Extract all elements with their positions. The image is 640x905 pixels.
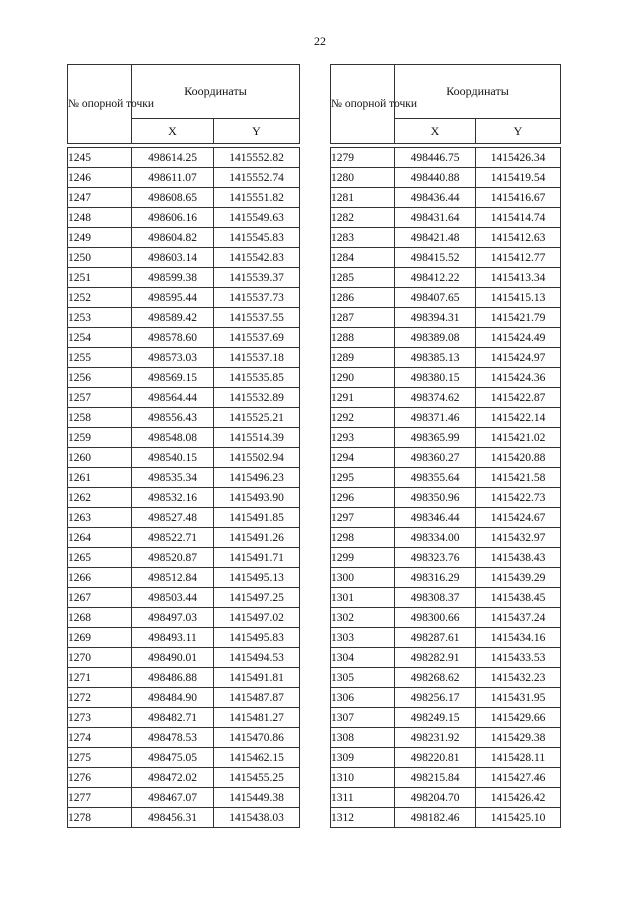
- x-coordinate-cell: 498478.53: [132, 728, 214, 748]
- y-coordinate-cell: 1415455.25: [214, 768, 300, 788]
- table-row: [331, 668, 561, 688]
- table-row: [331, 208, 561, 228]
- point-number-cell: 1285: [331, 268, 395, 288]
- x-coordinate-cell: 498475.05: [132, 748, 214, 768]
- page-number: 22: [314, 34, 326, 48]
- table-row: [68, 148, 300, 168]
- table-row: [331, 368, 561, 388]
- y-coordinate-cell: 1415491.81: [214, 668, 300, 688]
- point-number-header: № опорной точки: [68, 65, 132, 144]
- x-coordinate-cell: 498421.48: [395, 228, 476, 248]
- x-coordinate-cell: 498380.15: [395, 368, 476, 388]
- y-coordinate-cell: 1415438.45: [476, 588, 561, 608]
- x-coordinate-cell: 498355.64: [395, 468, 476, 488]
- point-number-cell: 1272: [68, 688, 132, 708]
- x-coordinate-cell: 498578.60: [132, 328, 214, 348]
- table-row: [68, 628, 300, 648]
- x-coordinate-cell: 498493.11: [132, 628, 214, 648]
- y-coordinate-cell: 1415422.14: [476, 408, 561, 428]
- x-coordinate-cell: 498520.87: [132, 548, 214, 568]
- table-row: [68, 588, 300, 608]
- point-number-cell: 1310: [331, 768, 395, 788]
- point-number-cell: 1301: [331, 588, 395, 608]
- y-coordinate-cell: 1415462.15: [214, 748, 300, 768]
- table-row: [331, 288, 561, 308]
- y-coordinate-cell: 1415427.46: [476, 768, 561, 788]
- table-row: [68, 248, 300, 268]
- point-number-cell: 1260: [68, 448, 132, 468]
- x-coordinate-cell: 498407.65: [395, 288, 476, 308]
- point-number-cell: 1280: [331, 168, 395, 188]
- y-coordinate-cell: 1415416.67: [476, 188, 561, 208]
- x-coordinate-cell: 498486.88: [132, 668, 214, 688]
- x-coordinate-cell: 498374.62: [395, 388, 476, 408]
- table-row: [68, 768, 300, 788]
- point-number-cell: 1277: [68, 788, 132, 808]
- y-coordinate-cell: 1415495.83: [214, 628, 300, 648]
- x-coordinate-cell: 498308.37: [395, 588, 476, 608]
- y-coordinate-cell: 1415414.74: [476, 208, 561, 228]
- table-row: [68, 508, 300, 528]
- y-coordinate-cell: 1415424.49: [476, 328, 561, 348]
- y-coordinate-cell: 1415494.53: [214, 648, 300, 668]
- x-coordinate-cell: 498385.13: [395, 348, 476, 368]
- y-coordinate-cell: 1415421.79: [476, 308, 561, 328]
- y-coordinate-cell: 1415545.83: [214, 228, 300, 248]
- x-column-header: X: [395, 119, 476, 144]
- point-number-cell: 1273: [68, 708, 132, 728]
- point-number-cell: 1263: [68, 508, 132, 528]
- x-coordinate-cell: 498611.07: [132, 168, 214, 188]
- table-row: [68, 228, 300, 248]
- coordinates-table-left: [67, 64, 300, 828]
- table-row: [68, 488, 300, 508]
- table-row: [331, 608, 561, 628]
- table-row: [68, 208, 300, 228]
- point-number-cell: 1290: [331, 368, 395, 388]
- point-number-cell: 1297: [331, 508, 395, 528]
- y-coordinate-cell: 1415420.88: [476, 448, 561, 468]
- table-row: [331, 688, 561, 708]
- table-row: [68, 528, 300, 548]
- y-coordinate-cell: 1415438.43: [476, 548, 561, 568]
- x-coordinate-cell: 498394.31: [395, 308, 476, 328]
- point-number-cell: 1251: [68, 268, 132, 288]
- table-row: [68, 288, 300, 308]
- point-number-cell: 1287: [331, 308, 395, 328]
- table-row: [331, 808, 561, 828]
- y-coordinate-cell: 1415502.94: [214, 448, 300, 468]
- point-number-cell: 1257: [68, 388, 132, 408]
- y-coordinate-cell: 1415491.85: [214, 508, 300, 528]
- point-number-cell: 1306: [331, 688, 395, 708]
- point-number-cell: 1303: [331, 628, 395, 648]
- y-coordinate-cell: 1415537.18: [214, 348, 300, 368]
- table-row: [331, 308, 561, 328]
- point-number-cell: 1247: [68, 188, 132, 208]
- x-coordinate-cell: 498415.52: [395, 248, 476, 268]
- x-coordinate-cell: 498334.00: [395, 528, 476, 548]
- x-coordinate-cell: 498603.14: [132, 248, 214, 268]
- point-number-cell: 1253: [68, 308, 132, 328]
- x-coordinate-cell: 498512.84: [132, 568, 214, 588]
- point-number-cell: 1262: [68, 488, 132, 508]
- table-row: [68, 368, 300, 388]
- table-row: [68, 188, 300, 208]
- x-coordinate-cell: 498614.25: [132, 148, 214, 168]
- table-row: [331, 168, 561, 188]
- x-coordinate-cell: 498556.43: [132, 408, 214, 428]
- y-coordinate-cell: 1415487.87: [214, 688, 300, 708]
- y-coordinate-cell: 1415552.74: [214, 168, 300, 188]
- y-coordinate-cell: 1415496.23: [214, 468, 300, 488]
- x-coordinate-cell: 498522.71: [132, 528, 214, 548]
- x-coordinate-cell: 498589.42: [132, 308, 214, 328]
- point-number-cell: 1300: [331, 568, 395, 588]
- y-coordinate-cell: 1415481.27: [214, 708, 300, 728]
- x-coordinate-cell: 498256.17: [395, 688, 476, 708]
- y-coordinate-cell: 1415424.97: [476, 348, 561, 368]
- point-number-cell: 1249: [68, 228, 132, 248]
- point-number-cell: 1283: [331, 228, 395, 248]
- x-coordinate-cell: 498220.81: [395, 748, 476, 768]
- table-row: [331, 748, 561, 768]
- table-row: [68, 388, 300, 408]
- table-row: [331, 788, 561, 808]
- y-coordinate-cell: 1415437.24: [476, 608, 561, 628]
- x-coordinate-cell: 498595.44: [132, 288, 214, 308]
- table-row: [68, 668, 300, 688]
- y-coordinate-cell: 1415542.83: [214, 248, 300, 268]
- y-coordinate-cell: 1415535.85: [214, 368, 300, 388]
- point-number-cell: 1286: [331, 288, 395, 308]
- x-coordinate-cell: 498287.61: [395, 628, 476, 648]
- point-number-cell: 1278: [68, 808, 132, 828]
- y-coordinate-cell: 1415432.97: [476, 528, 561, 548]
- point-number-cell: 1245: [68, 148, 132, 168]
- point-number-cell: 1254: [68, 328, 132, 348]
- point-number-cell: 1279: [331, 148, 395, 168]
- x-coordinate-cell: 498389.08: [395, 328, 476, 348]
- x-coordinate-cell: 498412.22: [395, 268, 476, 288]
- point-number-cell: 1305: [331, 668, 395, 688]
- point-number-cell: 1258: [68, 408, 132, 428]
- y-coordinate-cell: 1415424.67: [476, 508, 561, 528]
- x-coordinate-cell: 498604.82: [132, 228, 214, 248]
- point-number-cell: 1309: [331, 748, 395, 768]
- point-number-cell: 1288: [331, 328, 395, 348]
- y-coordinate-cell: 1415537.69: [214, 328, 300, 348]
- table-row: [331, 768, 561, 788]
- x-coordinate-cell: 498215.84: [395, 768, 476, 788]
- point-number-cell: 1293: [331, 428, 395, 448]
- y-coordinate-cell: 1415434.16: [476, 628, 561, 648]
- x-coordinate-cell: 498540.15: [132, 448, 214, 468]
- x-coordinate-cell: 498482.71: [132, 708, 214, 728]
- point-number-cell: 1264: [68, 528, 132, 548]
- point-number-cell: 1276: [68, 768, 132, 788]
- point-number-cell: 1270: [68, 648, 132, 668]
- y-coordinate-cell: 1415551.82: [214, 188, 300, 208]
- point-number-cell: 1268: [68, 608, 132, 628]
- x-coordinate-cell: 498360.27: [395, 448, 476, 468]
- y-coordinate-cell: 1415433.53: [476, 648, 561, 668]
- point-number-cell: 1274: [68, 728, 132, 748]
- table-row: [68, 808, 300, 828]
- table-row: [331, 488, 561, 508]
- point-number-cell: 1248: [68, 208, 132, 228]
- point-number-cell: 1261: [68, 468, 132, 488]
- point-number-cell: 1266: [68, 568, 132, 588]
- table-row: [331, 348, 561, 368]
- x-coordinate-cell: 498365.99: [395, 428, 476, 448]
- table-row: [68, 448, 300, 468]
- x-coordinate-cell: 498608.65: [132, 188, 214, 208]
- table-row: [68, 408, 300, 428]
- table-row: [331, 148, 561, 168]
- point-number-cell: 1289: [331, 348, 395, 368]
- point-number-cell: 1259: [68, 428, 132, 448]
- table-row: [331, 228, 561, 248]
- y-coordinate-cell: 1415426.42: [476, 788, 561, 808]
- point-number-cell: 1284: [331, 248, 395, 268]
- table-row: [331, 568, 561, 588]
- point-number-cell: 1275: [68, 748, 132, 768]
- y-coordinate-cell: 1415424.36: [476, 368, 561, 388]
- table-row: [331, 448, 561, 468]
- y-coordinate-cell: 1415493.90: [214, 488, 300, 508]
- point-number-cell: 1295: [331, 468, 395, 488]
- y-coordinate-cell: 1415525.21: [214, 408, 300, 428]
- x-coordinate-cell: 498564.44: [132, 388, 214, 408]
- y-coordinate-cell: 1415532.89: [214, 388, 300, 408]
- x-coordinate-cell: 498535.34: [132, 468, 214, 488]
- y-coordinate-cell: 1415432.23: [476, 668, 561, 688]
- table-row: [331, 268, 561, 288]
- x-coordinate-cell: 498497.03: [132, 608, 214, 628]
- x-coordinate-cell: 498282.91: [395, 648, 476, 668]
- y-column-header: Y: [214, 119, 300, 144]
- table-row: [68, 788, 300, 808]
- x-coordinate-cell: 498569.15: [132, 368, 214, 388]
- y-coordinate-cell: 1415415.13: [476, 288, 561, 308]
- table-row: [331, 388, 561, 408]
- table-row: [68, 468, 300, 488]
- point-number-cell: 1302: [331, 608, 395, 628]
- x-coordinate-cell: 498346.44: [395, 508, 476, 528]
- y-coordinate-cell: 1415495.13: [214, 568, 300, 588]
- x-coordinate-cell: 498472.02: [132, 768, 214, 788]
- x-coordinate-cell: 498182.46: [395, 808, 476, 828]
- table-row: [331, 408, 561, 428]
- table-row: [331, 248, 561, 268]
- x-coordinate-cell: 498606.16: [132, 208, 214, 228]
- x-coordinate-cell: 498300.66: [395, 608, 476, 628]
- y-coordinate-cell: 1415449.38: [214, 788, 300, 808]
- y-coordinate-cell: 1415412.77: [476, 248, 561, 268]
- y-coordinate-cell: 1415439.29: [476, 568, 561, 588]
- x-coordinate-cell: 498467.07: [132, 788, 214, 808]
- x-coordinate-cell: 498268.62: [395, 668, 476, 688]
- y-coordinate-cell: 1415428.11: [476, 748, 561, 768]
- table-row: [68, 708, 300, 728]
- y-coordinate-cell: 1415425.10: [476, 808, 561, 828]
- x-coordinate-cell: 498446.75: [395, 148, 476, 168]
- x-column-header: X: [132, 119, 214, 144]
- table-row: [331, 548, 561, 568]
- table-row: [68, 688, 300, 708]
- y-column-header: Y: [476, 119, 561, 144]
- x-coordinate-cell: 498436.44: [395, 188, 476, 208]
- y-coordinate-cell: 1415422.73: [476, 488, 561, 508]
- coordinates-table-right: [330, 64, 561, 828]
- point-number-cell: 1267: [68, 588, 132, 608]
- point-number-cell: 1307: [331, 708, 395, 728]
- point-number-cell: 1271: [68, 668, 132, 688]
- x-coordinate-cell: 498456.31: [132, 808, 214, 828]
- x-coordinate-cell: 498371.46: [395, 408, 476, 428]
- coordinates-header: Координаты: [395, 65, 561, 119]
- table-row: [68, 568, 300, 588]
- y-coordinate-cell: 1415537.55: [214, 308, 300, 328]
- point-number-cell: 1265: [68, 548, 132, 568]
- x-coordinate-cell: 498490.01: [132, 648, 214, 668]
- y-coordinate-cell: 1415426.34: [476, 148, 561, 168]
- point-number-cell: 1255: [68, 348, 132, 368]
- y-coordinate-cell: 1415491.71: [214, 548, 300, 568]
- coordinates-header: Координаты: [132, 65, 300, 119]
- y-coordinate-cell: 1415412.63: [476, 228, 561, 248]
- y-coordinate-cell: 1415431.95: [476, 688, 561, 708]
- x-coordinate-cell: 498249.15: [395, 708, 476, 728]
- y-coordinate-cell: 1415429.66: [476, 708, 561, 728]
- y-coordinate-cell: 1415497.25: [214, 588, 300, 608]
- y-coordinate-cell: 1415470.86: [214, 728, 300, 748]
- point-number-cell: 1296: [331, 488, 395, 508]
- x-coordinate-cell: 498599.38: [132, 268, 214, 288]
- x-coordinate-cell: 498440.88: [395, 168, 476, 188]
- table-row: [68, 268, 300, 288]
- y-coordinate-cell: 1415497.02: [214, 608, 300, 628]
- x-coordinate-cell: 498204.70: [395, 788, 476, 808]
- point-number-cell: 1312: [331, 808, 395, 828]
- point-number-cell: 1298: [331, 528, 395, 548]
- table-row: [331, 528, 561, 548]
- x-coordinate-cell: 498484.90: [132, 688, 214, 708]
- table-row: [331, 648, 561, 668]
- x-coordinate-cell: 498350.96: [395, 488, 476, 508]
- y-coordinate-cell: 1415514.39: [214, 428, 300, 448]
- table-row: [68, 348, 300, 368]
- y-coordinate-cell: 1415539.37: [214, 268, 300, 288]
- table-row: [331, 728, 561, 748]
- y-coordinate-cell: 1415549.63: [214, 208, 300, 228]
- x-coordinate-cell: 498323.76: [395, 548, 476, 568]
- point-number-cell: 1311: [331, 788, 395, 808]
- table-row: [331, 628, 561, 648]
- table-row: [331, 428, 561, 448]
- left-table-body: [68, 148, 300, 828]
- y-coordinate-cell: 1415429.38: [476, 728, 561, 748]
- y-coordinate-cell: 1415421.02: [476, 428, 561, 448]
- y-coordinate-cell: 1415552.82: [214, 148, 300, 168]
- x-coordinate-cell: 498316.29: [395, 568, 476, 588]
- point-number-cell: 1299: [331, 548, 395, 568]
- table-row: [68, 328, 300, 348]
- table-row: [331, 328, 561, 348]
- x-coordinate-cell: 498431.64: [395, 208, 476, 228]
- point-number-cell: 1292: [331, 408, 395, 428]
- x-coordinate-cell: 498573.03: [132, 348, 214, 368]
- point-number-cell: 1256: [68, 368, 132, 388]
- point-number-cell: 1281: [331, 188, 395, 208]
- table-row: [331, 188, 561, 208]
- y-coordinate-cell: 1415491.26: [214, 528, 300, 548]
- table-row: [68, 728, 300, 748]
- table-row: [68, 608, 300, 628]
- point-number-cell: 1291: [331, 388, 395, 408]
- right-table-body: [331, 148, 561, 828]
- y-coordinate-cell: 1415438.03: [214, 808, 300, 828]
- point-number-cell: 1252: [68, 288, 132, 308]
- y-coordinate-cell: 1415419.54: [476, 168, 561, 188]
- x-coordinate-cell: 498548.08: [132, 428, 214, 448]
- table-row: [68, 548, 300, 568]
- y-coordinate-cell: 1415537.73: [214, 288, 300, 308]
- x-coordinate-cell: 498503.44: [132, 588, 214, 608]
- table-row: [68, 168, 300, 188]
- point-number-header: № опорной точки: [331, 65, 395, 144]
- table-row: [68, 428, 300, 448]
- x-coordinate-cell: 498532.16: [132, 488, 214, 508]
- y-coordinate-cell: 1415413.34: [476, 268, 561, 288]
- table-row: [331, 588, 561, 608]
- point-number-cell: 1282: [331, 208, 395, 228]
- y-coordinate-cell: 1415422.87: [476, 388, 561, 408]
- table-row: [331, 468, 561, 488]
- table-row: [68, 748, 300, 768]
- point-number-cell: 1308: [331, 728, 395, 748]
- table-row: [68, 308, 300, 328]
- x-coordinate-cell: 498231.92: [395, 728, 476, 748]
- point-number-cell: 1304: [331, 648, 395, 668]
- point-number-cell: 1294: [331, 448, 395, 468]
- table-row: [331, 708, 561, 728]
- y-coordinate-cell: 1415421.58: [476, 468, 561, 488]
- point-number-cell: 1269: [68, 628, 132, 648]
- point-number-cell: 1246: [68, 168, 132, 188]
- table-row: [331, 508, 561, 528]
- x-coordinate-cell: 498527.48: [132, 508, 214, 528]
- point-number-cell: 1250: [68, 248, 132, 268]
- table-row: [68, 648, 300, 668]
